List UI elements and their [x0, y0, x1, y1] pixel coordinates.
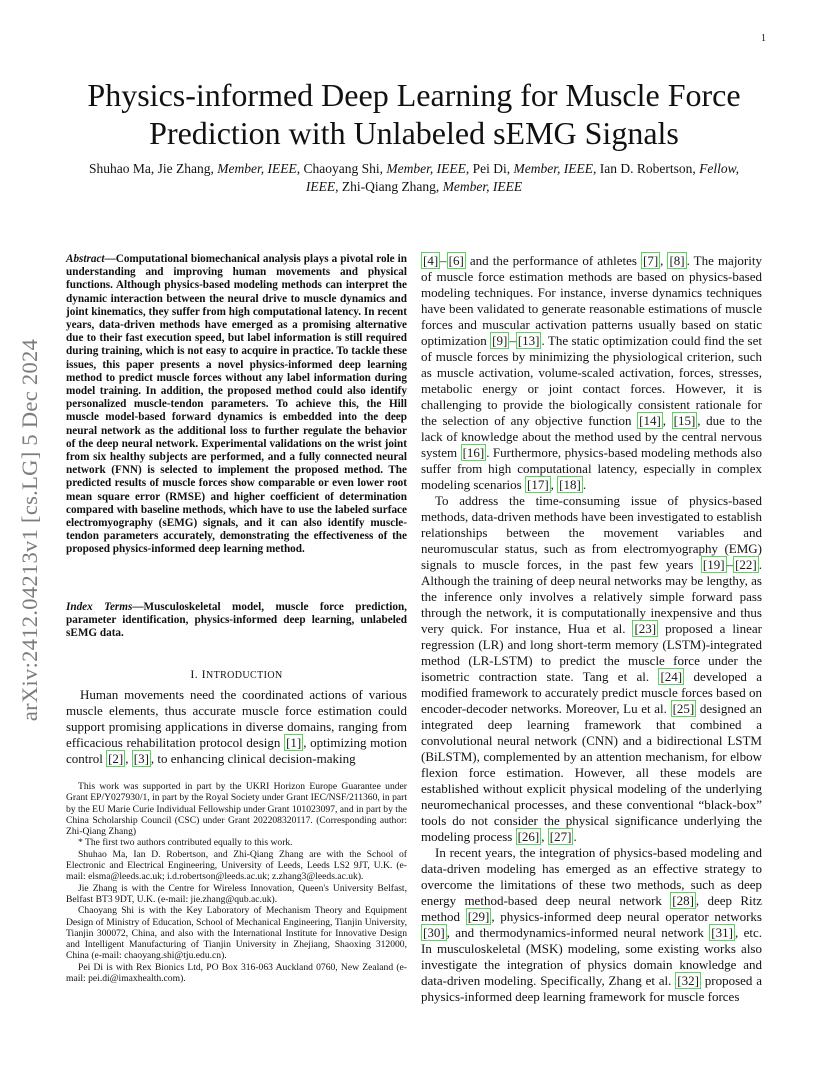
footnote-affiliation-belfast: Jie Zhang is with the Centre for Wireless Innovation, Queen's University Belfast, Belfast BT3 9DT, U.K. (e-mail: jie.zhang@qub.ac.uk).: [66, 882, 407, 905]
paper-title: Physics-informed Deep Learning for Muscle Force Prediction with Unlabeled sEMG Signals: [87, 77, 741, 151]
footnotes: [66, 781, 407, 984]
footnote-affiliation-rex: Pei Di is with Rex Bionics Ltd, PO Box 316-063 Auckland 0760, New Zealand (e-mail: pei.di@imaxhealth.com).: [66, 961, 407, 985]
footnote-equal-contribution: * The first two authors contributed equally to this work.: [78, 837, 293, 849]
abstract-label: Abstract: [66, 253, 105, 265]
body-paragraph: To address the time-consuming issue of physics-based methods, data-driven methods have been investigated to establish relationships between the movement variables and neuromuscular status, such as from electromyography (EMG) signals to muscle forces, in the past few years [19] – [22] . Although the training of deep neural networks may be lengthy, as the inference only involves a relatively simple forward pass through the network, it is computationally inexpensive and thus very quick. For instance, Hua et al. [23] proposed a linear regression (LR) and long short-term memory (LSTM)-integrated method (LR-LSTM) to predict the muscle force under the isometric contraction state. Tang et al. [24] developed a modified framework to accurately predict muscle forces based on encoder-decoder networks. Moreover, Lu et al. [25] designed an integrated deep learning framework that combined a convolutional neural network (CNN) and a bidirectional LSTM (BiLSTM), complemented by an attention mechanism, for elbow flexion force estimation. However, all these models are established without explicit physical modeling of the underlying neuromechanical processes, and these conventional “black-box” tools do not consider the physical significance underlying the modeling process [26] , [27] .: [421, 493, 763, 844]
page-number: 1: [761, 33, 766, 44]
footnote-affiliation-tianjin: Chaoyang Shi is with the Key Laboratory of Mechanism Theory and Equipment Design of Ministry of Education, School of Mechanical Engineering, Tianjin University, Tianjin 300072, China, and also with the International Institute for Innovative Design and Intelligent Manufacturing of Tianjin University in Zhejiang, Shaoxing 312000, China (e-mail: chaoyang.shi@tju.edu.cn).: [66, 905, 407, 962]
arxiv-id: arXiv:2412.04213v1 [cs.LG] 5 Dec 2024: [17, 338, 42, 722]
footnote-funding: This work was supported in part by the UKRI Horizon Europe Guarantee under Grant EP/Y027930/1, in part by the Royal Society under Grant IEC/NSF/211360, in part by the EU Marie Curie Individual Fellowship under Grant 101023097, and in part by the China Scholarship Council (CSC) under Grant 202208320117. (Corresponding author: Zhi-Qiang Zhang): [66, 781, 407, 838]
abstract-text: —Computational biomechanical analysis plays a pivotal role in understanding and improving human movements and physical functions. Although physics-based modeling methods can interpret the dynamic interaction between the neural drive to muscle dynamics and joint kinematics, they suffer from high computational latency. In recent years, data-driven methods have emerged as a promising alternative due to their fast execution speed, but label information is still required during training, which is not easy to acquire in practice. To tackle these issues, this paper presents a novel physics-informed deep learning method to predict muscle forces without any label information during model training. In addition, the proposed method could also identify personalized muscle-tendon parameters. To achieve this, the Hill muscle model-based forward dynamics is embedded into the deep neural network as the additional loss to further regulate the behavior of the deep neural network. Experimental validations on the wrist joint from six healthy subjects are performed, and a fully connected neural network (FNN) is selected to implement the proposed method. The predicted results of muscle forces show comparable or even lower root mean square error (RMSE) and higher coefficient of determination compared with baseline methods, which have to use the labeled surface electromyography (sEMG) signals, and it can also identify muscle-tendon parameters accurately, demonstrating the effectiveness of the proposed physics-informed deep learning method.: [66, 253, 407, 556]
footnote-affiliation-leeds: Shuhao Ma, Ian D. Robertson, and Zhi-Qiang Zhang are with the School of Electronic and Electrical Engineering, University of Leeds, Leeds LS2 9JT, U.K. (e-mail: elsma@leeds.ac.uk; i.d.robertson@leeds.ac.uk; z.zhang3@leeds.ac.uk).: [66, 848, 407, 883]
index-terms-label: Index Terms: [66, 601, 133, 613]
abstract: [66, 253, 407, 557]
arxiv-sidebar-stamp: [10, 290, 50, 770]
author-list: Shuhao Ma, Jie Zhang, Member, IEEE, Chaoyang Shi, Member, IEEE, Pei Di, Member, IEEE, Ian D. Robertson, Fellow, IEEE, Zhi-Qiang Zhang, Member, IEEE: [89, 161, 739, 194]
body-paragraph: [4] – [6] and the performance of athletes [7] , [8] . The majority of muscle force estimation methods are based on physics-based modeling techniques. For instance, inverse dynamics techniques have been validated to generate reasonable estimations of muscle forces and muscular activation patterns usually based on static optimization [9] – [13] . The static optimization could find the set of muscle forces by minimizing the physiological criterion, such as muscle activation, volume-scaled activation, forces, stresses, metabolic energy or joint contact forces. However, it is challenging to provide the biologically consistent rationale for the selection of any objective function [14] , [15] , due to the lack of knowledge about the method used by the central nervous system [16] . Furthermore, physics-based modeling methods also suffer from high computational latency, especially in complex modeling scenarios [17] , [18] .: [421, 253, 763, 492]
body-paragraph: In recent years, the integration of physics-based modeling and data-driven modeling has emerged as an effective strategy to overcome the limitations of these two methods, such as deep energy method-based deep neural network [28] , deep Ritz method [29] , physics-informed deep neural operator networks [30] , and thermodynamics-informed neural network [31] , etc. In musculoskeletal (MSK) modeling, some existing works also investigate the integration of physics domain knowledge and data-driven modeling. Specifically, Zhang et al. [32] proposed a physics-informed deep learning framework for muscle forces: [421, 845, 762, 1004]
intro-paragraph: Human movements need the coordinated actions of various muscle elements, thus accurate muscle force estimation could support promising applications in diverse domains, ranging from efficacious rehabilitation protocol design [1] , optimizing motion control [2] , [3] , to enhancing clinical decision-making: [66, 687, 407, 766]
right-column: [421, 253, 762, 1005]
index-terms-text: —Musculoskeletal model, muscle force prediction, parameter identification, physics-informed deep learning, unlabeled sEMG data.: [66, 601, 407, 640]
index-terms: [66, 601, 407, 641]
section-heading: I. INTRODUCTION: [190, 667, 283, 681]
